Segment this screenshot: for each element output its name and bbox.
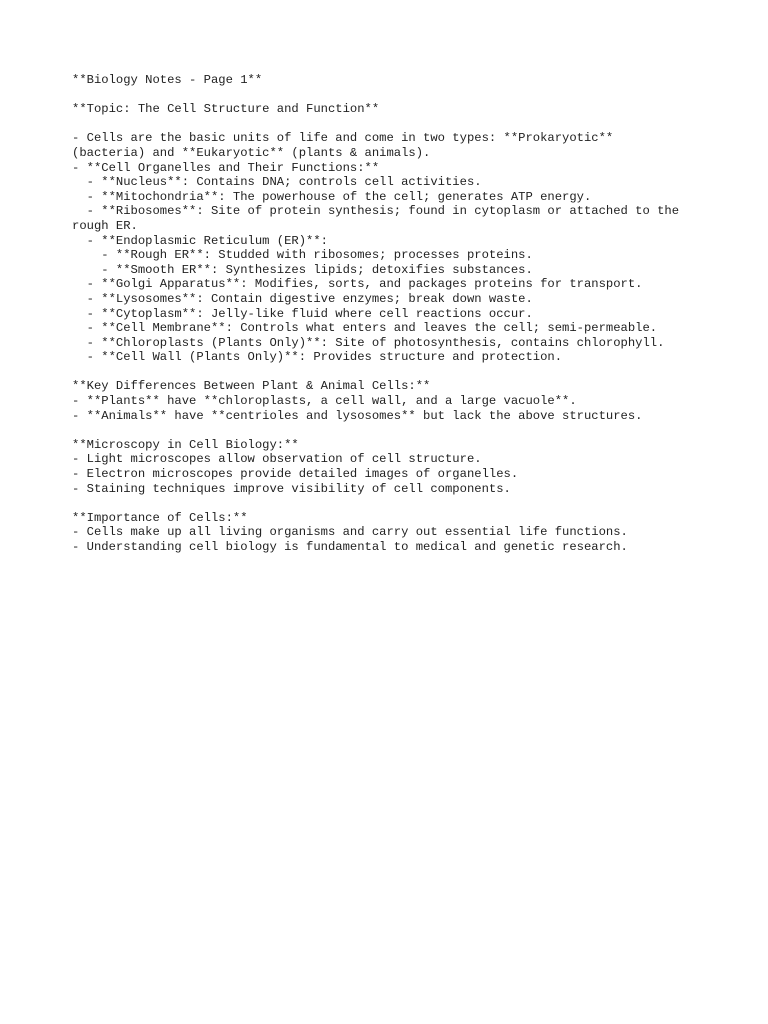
- blank-line: [72, 423, 728, 438]
- section-heading-importance: **Importance of Cells:**: [72, 510, 248, 525]
- list-item: - **Lysosomes**: Contain digestive enzymes; break down waste.: [72, 291, 533, 306]
- list-item: - **Ribosomes**: Site of protein synthesis; found in cytoplasm or attached to the: [72, 204, 680, 219]
- list-item: - **Animals** have **centrioles and lysosomes** but lack the above structures.: [72, 408, 643, 423]
- list-item: - **Nucleus**: Contains DNA; controls cell activities.: [72, 175, 482, 190]
- blank-line: [72, 496, 728, 511]
- list-item: - **Cell Wall (Plants Only)**: Provides structure and protection.: [72, 350, 563, 365]
- list-item: - Staining techniques improve visibility of cell components.: [72, 481, 511, 496]
- list-item: - **Cytoplasm**: Jelly-like fluid where cell reactions occur.: [72, 306, 533, 321]
- blank-line: [72, 88, 728, 103]
- section-heading-microscopy: **Microscopy in Cell Biology:**: [72, 437, 299, 452]
- section-heading-organelles: - **Cell Organelles and Their Functions:**: [72, 160, 380, 175]
- topic-heading: **Topic: The Cell Structure and Function**: [72, 102, 380, 117]
- list-item: - **Mitochondria**: The powerhouse of the cell; generates ATP energy.: [72, 189, 592, 204]
- list-item: - **Endoplasmic Reticulum (ER)**:: [72, 233, 328, 248]
- page-title: **Biology Notes - Page 1**: [72, 73, 263, 87]
- blank-line: [72, 117, 728, 132]
- list-item: - **Golgi Apparatus**: Modifies, sorts, and packages proteins for transport.: [72, 277, 643, 292]
- list-item: - **Smooth ER**: Synthesizes lipids; detoxifies substances.: [72, 262, 533, 277]
- list-item: - **Plants** have **chloroplasts, a cell wall, and a large vacuole**.: [72, 394, 577, 409]
- list-item: - Understanding cell biology is fundamental to medical and genetic research.: [72, 540, 628, 554]
- section-heading-differences: **Key Differences Between Plant & Animal Cells:**: [72, 379, 431, 394]
- list-item: - **Rough ER**: Studded with ribosomes; processes proteins.: [72, 248, 533, 263]
- list-item: - **Chloroplasts (Plants Only)**: Site of photosynthesis, contains chlorophyll.: [72, 335, 665, 350]
- list-item: - Electron microscopes provide detailed images of organelles.: [72, 467, 519, 482]
- list-item: - Cells make up all living organisms and carry out essential life functions.: [72, 525, 628, 540]
- list-item: - **Cell Membrane**: Controls what enters and leaves the cell; semi-permeable.: [72, 321, 658, 336]
- list-item-continuation: rough ER.: [72, 218, 138, 233]
- blank-line: [72, 365, 728, 380]
- text-line: - Cells are the basic units of life and come in two types: **Prokaryotic**: [72, 131, 614, 146]
- list-item: - Light microscopes allow observation of cell structure.: [72, 452, 482, 467]
- text-line: (bacteria) and **Eukaryotic** (plants & animals).: [72, 145, 431, 160]
